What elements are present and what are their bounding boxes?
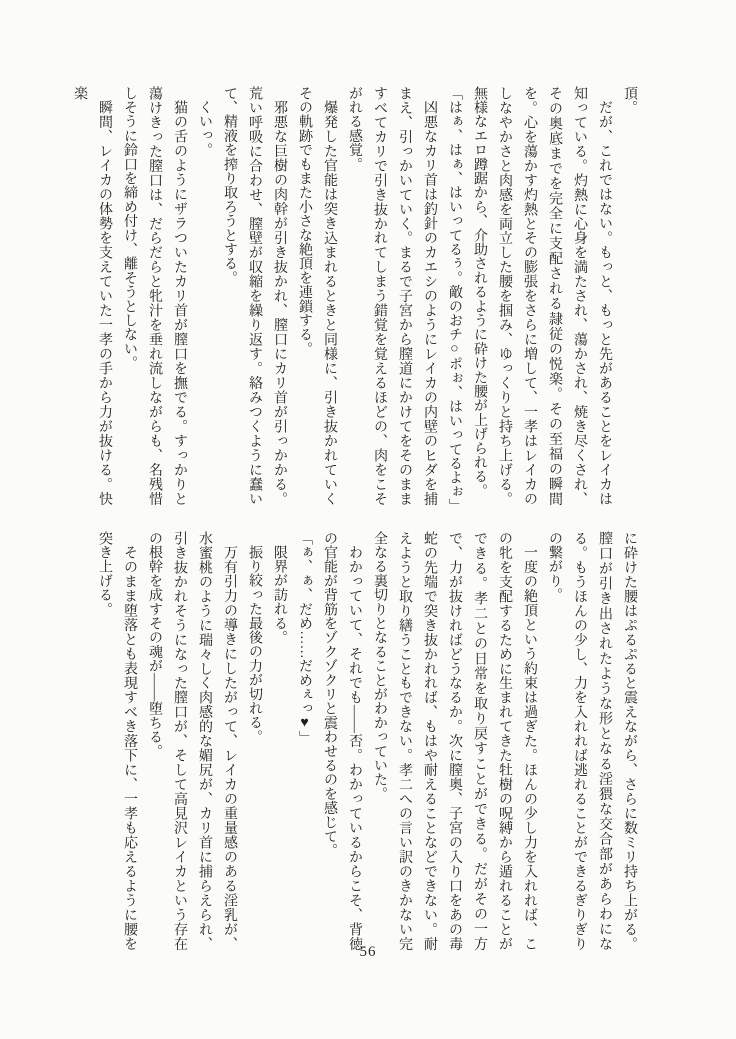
paragraph: くいっ。	[197, 100, 212, 157]
paragraph: 邪悪な巨樹の肉幹が引き抜かれ、膣口にカリ首が引っかかる。荒い呼吸に合わせ、膣壁が収縮を繰り返す。絡みつくように蠢いて、精液を搾り取ろうとする。	[222, 86, 287, 506]
paragraph-dialogue: 「はぁ、はぁ、はいってるぅ。敵のおチ○ポぉ、はいってるよぉ」	[447, 86, 462, 513]
page-number: 56	[359, 944, 377, 960]
paragraph: 爆発した官能は突き込まれるときと同様に、引き抜かれていくその軌跡でもまた小さな絶頂を連鎖する。	[297, 86, 337, 506]
text-tier-bottom	[82, 531, 642, 951]
text-tier-top	[72, 86, 642, 513]
paragraph: 万有引力の導きにしたがって、レイカの重量感のある淫乳が、水蜜桃のように瑞々しく肉感的な媚尻が、カリ首に捕らえられ、引き抜かれそうになった膣口が、そして高見沢レイカという存在の根幹を成すその魂が——堕ちる。	[147, 531, 237, 951]
paragraph: 猫の舌のようにザラついたカリ首が膣口を撫でる。すっかりと蕩けきった膣口は、だらだらと牝汁を垂れ流しながらも、名残惜しそうに鈴口を締め付け、離そうとしない。	[122, 86, 187, 506]
paragraph: だが、これではない。もっと、もっと先があることをレイカは知っている。灼熱に心身を満たされ、蕩かされ、焼き尽くされ、その奥底までを完全に支配される隷従の悦楽。その至福の瞬間を。心を蕩かす灼熱とその膨張をさらに増して、一孝はレイカのしなやかさと肉感を両立した腰を掴み、ゆっくりと持ち上げる。無様なエロ蹲踞から、介助されるように砕けた腰が上げられる。	[472, 86, 612, 506]
paragraph: 一度の絶頂という約束は過ぎた。ほんの少し力を入れれば、この牝を支配するために生まれてきた牡樹の呪縛から遁れることができる。孝二との日常を取り戻すことができる。だがその一方で、力が抜ければどうなるか。次に膣奥、子宮の入り口をあの毒蛇の先端で突き抜かれれば、もはや耐えることなどできない。耐えようと取り繕うこともできない。孝二への言い訳のきかない完全なる裏切りとなることがわかっていた。	[372, 531, 537, 951]
paragraph: 凶悪なカリ首は釣針のカエシのようにレイカの内壁のヒダを捕まえ、引っかいていく。まるで子宮から膣道にかけてをそのまますべてカリで引き抜かれてしまう錯覚を覚えるほどの、肉をこそがれる感覚。	[347, 86, 437, 506]
paragraph: わかっていて、それでも——否。わかっているからこそ、背徳の官能が背筋をゾクゾクリと震わせるのを感じて。	[322, 531, 362, 951]
paragraph: 頂。	[622, 86, 637, 115]
paragraph: 限界が訪れる。	[272, 545, 287, 645]
paragraph: 瞬間、レイカの体勢を支えていた一孝の手から力が抜ける。快楽	[72, 86, 112, 506]
paragraph: に砕けた腰はぷるぷると震えながら、さらに数ミリ持ち上がる。膣口が引き出されたような形となる淫猥な交合部があらわになる。もうほんの少し、力を入れれば逃れることができるぎりぎりの繋がり。	[547, 531, 637, 951]
paragraph: 振り絞った最後の力が切れる。	[247, 545, 262, 744]
paragraph-dialogue: 「ぁ、ぁ、だめ……だめぇっ♥」	[297, 531, 312, 745]
paragraph: そのまま堕落とも表現すべき落下に、一孝も応えるように腰を突き上げる。	[97, 531, 137, 951]
